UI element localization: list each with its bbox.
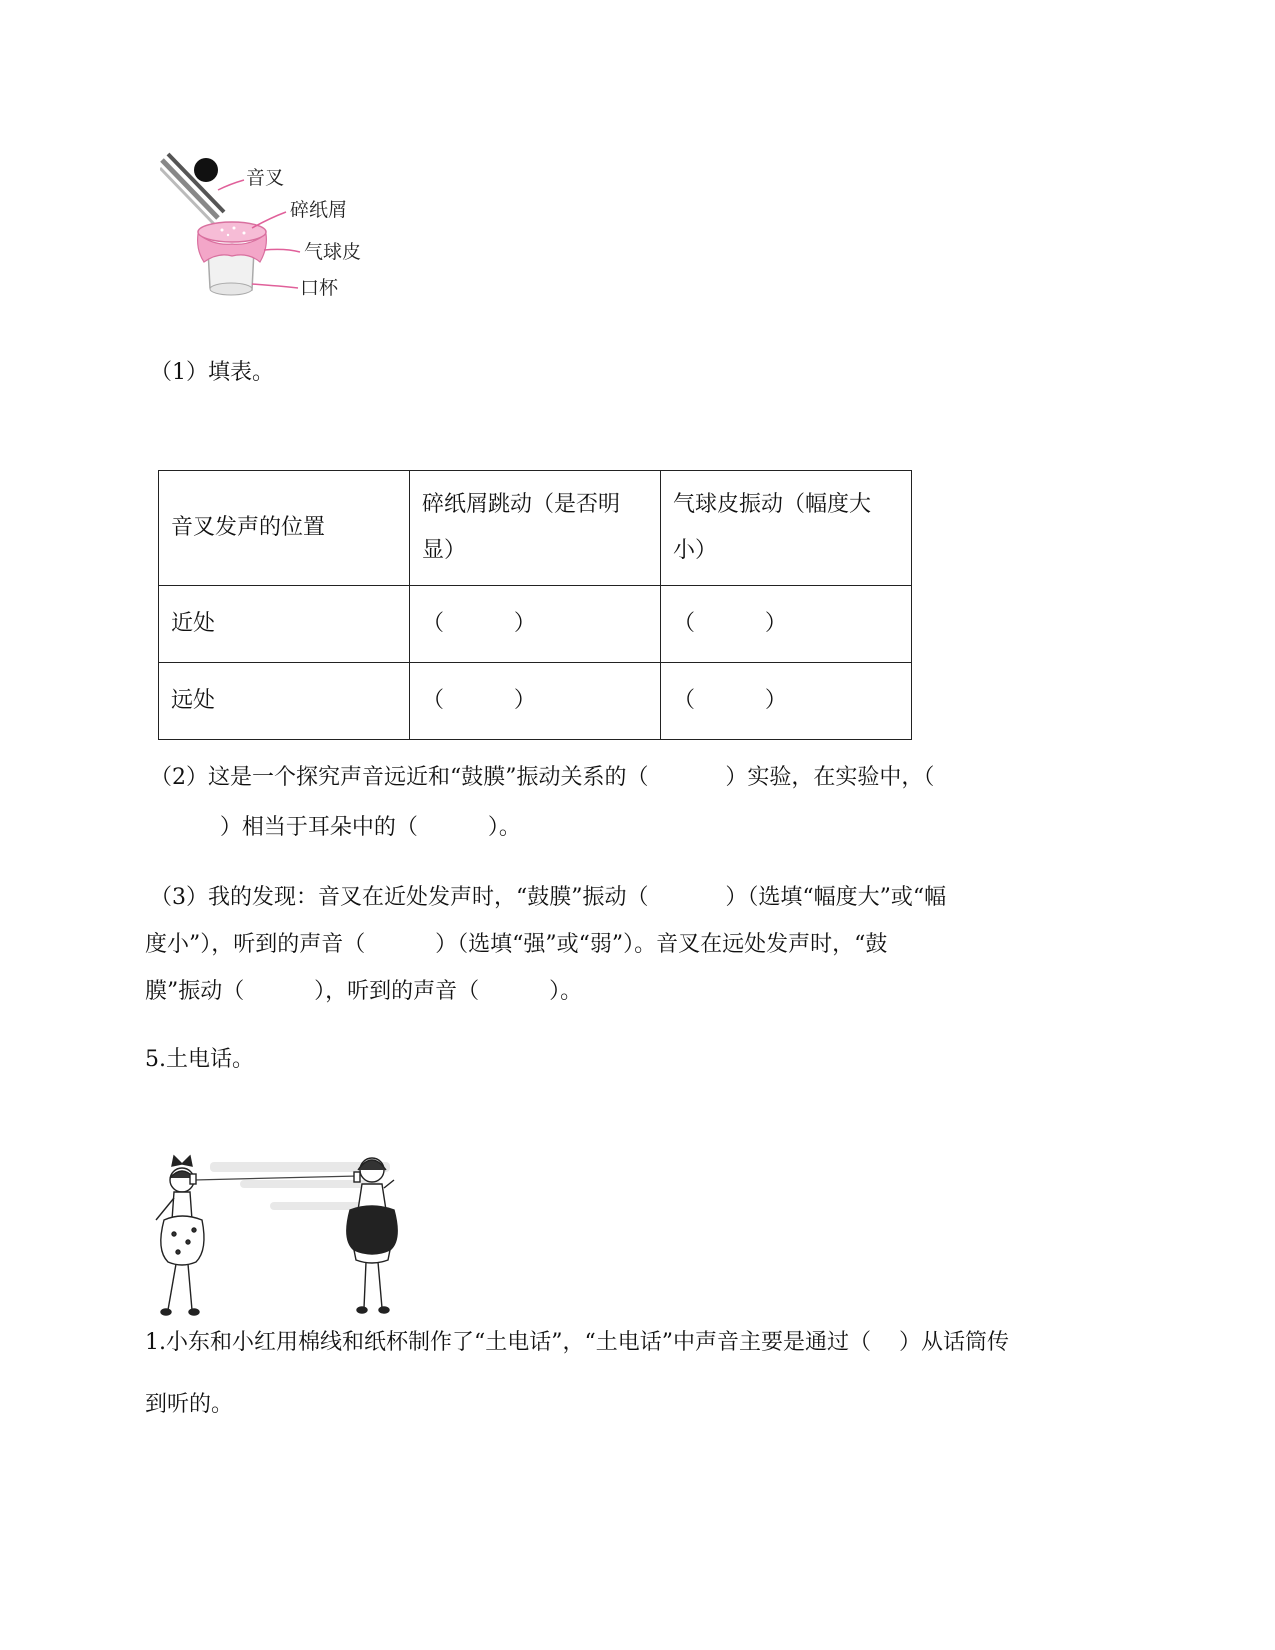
table-cell-blank[interactable]: （ ）: [410, 663, 661, 740]
table-cell-blank[interactable]: （ ）: [661, 663, 912, 740]
question-1-label: （1）填表。: [150, 360, 274, 385]
table-row: [159, 663, 912, 740]
experiment-table: [158, 470, 912, 740]
table-header-position: 音叉发声的位置: [159, 471, 410, 586]
table-row: [159, 586, 912, 663]
balloon-skin: [198, 222, 267, 262]
question-3-line-2: 度小”），听到的声音（ ）（选填“强”或“弱”）。音叉在远处发声时，“鼓: [145, 932, 888, 957]
table-cell-blank[interactable]: （ ）: [410, 586, 661, 663]
table-cell-blank[interactable]: （ ）: [661, 586, 912, 663]
question-5-1-line-2: 到听的。: [145, 1392, 234, 1417]
question-3-line-3: 膜”振动（ ），听到的声音（ ）。: [145, 979, 583, 1004]
table-cell-position: 远处: [159, 663, 410, 740]
section-5-title: 5.土电话。: [145, 1047, 254, 1072]
label-cup: 口杯: [300, 277, 339, 299]
string-telephone-figure: [150, 1150, 430, 1330]
question-5-1-line-1: 1.小东和小红用棉线和纸杯制作了“土电话”，“土电话”中声音主要是通过（ ）从话筒传: [145, 1330, 1009, 1355]
tuning-fork-experiment-figure: [160, 150, 400, 320]
tuning-fork: [160, 154, 224, 224]
question-3-line-1: （3）我的发现：音叉在近处发声时，“鼓膜”振动（ ）（选填“幅度大”或“幅: [150, 885, 947, 910]
question-2-line-1: （2）这是一个探究声音远近和“鼓膜”振动关系的（ ）实验，在实验中，（: [150, 765, 935, 790]
label-tuning-fork: 音叉: [246, 167, 285, 189]
label-balloon-skin: 气球皮: [304, 241, 362, 263]
label-paper-scraps: 碎纸屑: [290, 199, 348, 221]
table-header-balloon: 气球皮振动（幅度大小）: [661, 471, 912, 586]
table-header-paper-scraps: 碎纸屑跳动（是否明显）: [410, 471, 661, 586]
question-2-line-2: ）相当于耳朵中的（ ）。: [150, 815, 521, 840]
table-cell-position: 近处: [159, 586, 410, 663]
table-header-row: [159, 471, 912, 586]
